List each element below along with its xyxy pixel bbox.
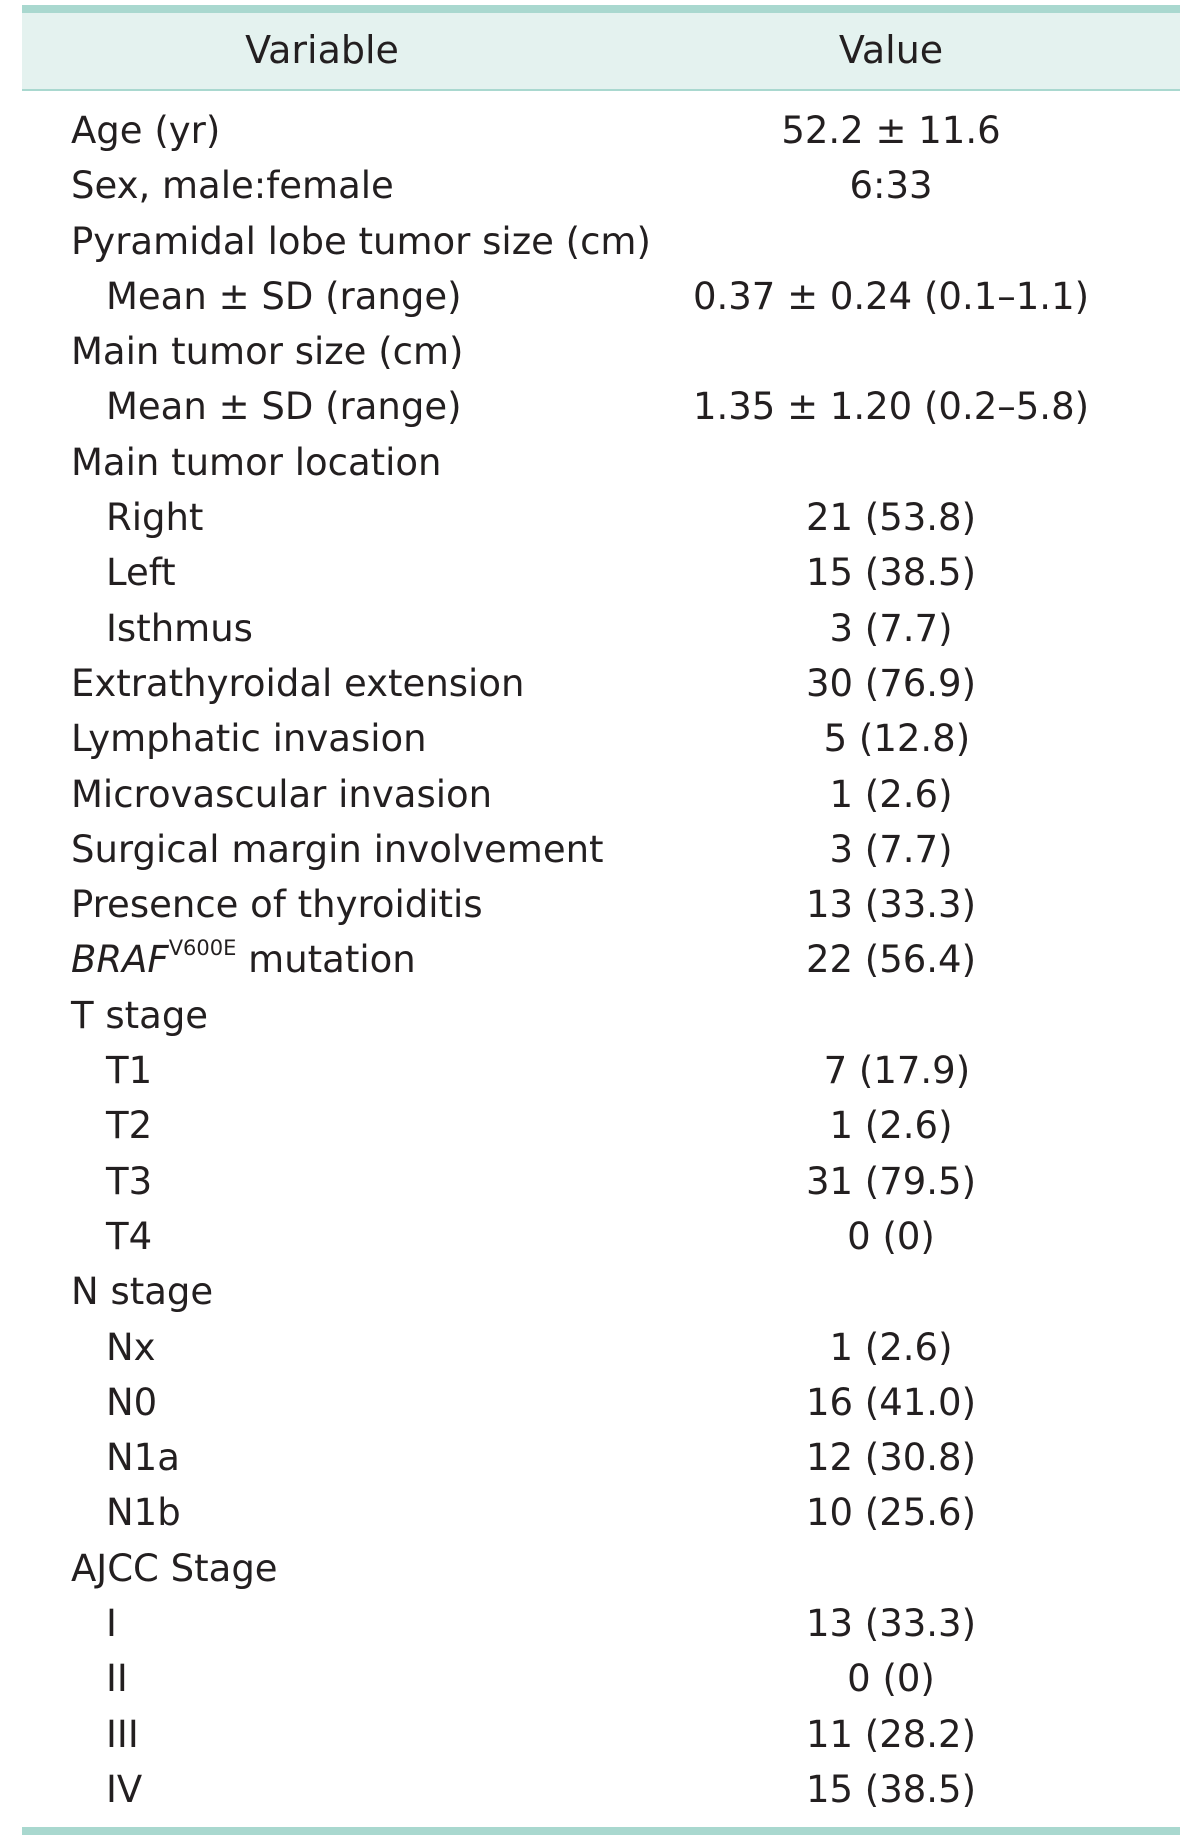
row-value: 6:33 [849,164,933,208]
table-row [22,767,1180,822]
row-value: 10 (25.6) [805,1491,977,1535]
row-label: Sex, male:female [71,164,394,208]
row-label: Right [106,496,204,540]
table-body [22,103,1180,1817]
row-label: Extrathyroidal extension [71,661,525,705]
row-label: Main tumor size (cm) [71,330,464,374]
table-row [22,545,1180,600]
row-label: IV [106,1767,143,1811]
table-row [22,490,1180,545]
row-label: Microvascular invasion [71,772,493,816]
table-row [22,1209,1180,1264]
row-value: 13 (33.3) [805,1602,977,1646]
row-value: 5 (12.8) [811,717,971,761]
row-value: 1 (2.6) [829,1104,953,1148]
row-value: 11 (28.2) [805,1712,977,1756]
table-row [22,1098,1180,1153]
row-label: AJCC Stage [71,1546,278,1590]
row-label: Lymphatic invasion [71,717,427,761]
table-row [22,1485,1180,1540]
table-row [22,1320,1180,1375]
table-header [22,13,1180,91]
row-value: 12 (30.8) [805,1436,977,1480]
row-value: 15 (38.5) [805,551,977,595]
table-row [22,1651,1180,1706]
row-value: 31 (79.5) [805,1159,977,1203]
row-label: I [106,1602,117,1646]
table-row [22,214,1180,269]
row-label: T stage [71,993,209,1037]
table-row [22,435,1180,490]
row-label: T3 [106,1159,153,1203]
row-value: 22 (56.4) [805,938,977,982]
row-label: Main tumor location [71,440,442,484]
row-label: II [106,1657,128,1701]
row-label [71,932,416,987]
table-row [22,932,1180,987]
table-row [22,1264,1180,1319]
table-row [22,158,1180,213]
row-label: T1 [106,1049,153,1093]
table-row [22,1707,1180,1762]
braf-label-suffix: mutation [236,938,416,982]
table-row [22,601,1180,656]
table-row [22,1375,1180,1430]
table-row [22,269,1180,324]
row-label: T4 [106,1214,153,1258]
row-value: 21 (53.8) [805,496,977,540]
row-label: N stage [71,1270,214,1314]
row-label: Left [106,551,176,595]
row-label: Mean ± SD (range) [106,385,462,429]
row-value: 1.35 ± 1.20 (0.2–5.8) [692,385,1090,429]
row-value: 13 (33.3) [805,883,977,927]
row-value: 3 (7.7) [829,827,953,871]
row-label: Pyramidal lobe tumor size (cm) [71,219,651,263]
table-row [22,1762,1180,1817]
row-label: III [106,1712,139,1756]
row-value: 0 (0) [847,1657,935,1701]
table-row [22,877,1180,932]
bottom-rule [22,1827,1180,1835]
row-value: 7 (17.9) [811,1049,971,1093]
row-value: 30 (76.9) [805,661,977,705]
table-row [22,656,1180,711]
table-row [22,711,1180,766]
table-row [22,324,1180,379]
row-value: 1 (2.6) [829,1325,953,1369]
top-rule [22,5,1180,13]
header-variable: Variable [245,28,399,72]
table-row [22,1430,1180,1485]
characteristics-table [22,0,1180,1842]
row-value: 15 (38.5) [805,1767,977,1811]
table-row [22,822,1180,877]
row-value: 16 (41.0) [805,1380,977,1424]
row-value: 1 (2.6) [829,772,953,816]
row-value: 0 (0) [847,1214,935,1258]
braf-gene-name: BRAF [71,938,169,982]
row-value: 3 (7.7) [829,606,953,650]
table-row [22,1541,1180,1596]
table-row [22,103,1180,158]
row-label: Presence of thyroiditis [71,883,483,927]
row-label: N0 [106,1380,158,1424]
row-label: N1a [106,1436,180,1480]
table-row [22,1596,1180,1651]
table-row [22,1043,1180,1098]
row-label: Mean ± SD (range) [106,274,462,318]
row-label: Nx [106,1325,156,1369]
header-value: Value [838,28,944,72]
braf-mutation-superscript: V600E [168,936,237,961]
table-row [22,379,1180,434]
row-value: 52.2 ± 11.6 [781,109,1001,152]
row-label: N1b [106,1491,181,1535]
table-row [22,1154,1180,1209]
row-label: Surgical margin involvement [71,827,604,871]
row-label: Age (yr) [71,109,221,152]
row-label: Isthmus [106,606,253,650]
row-value: 0.37 ± 0.24 (0.1–1.1) [692,274,1090,318]
row-label: T2 [106,1104,153,1148]
table-row [22,988,1180,1043]
